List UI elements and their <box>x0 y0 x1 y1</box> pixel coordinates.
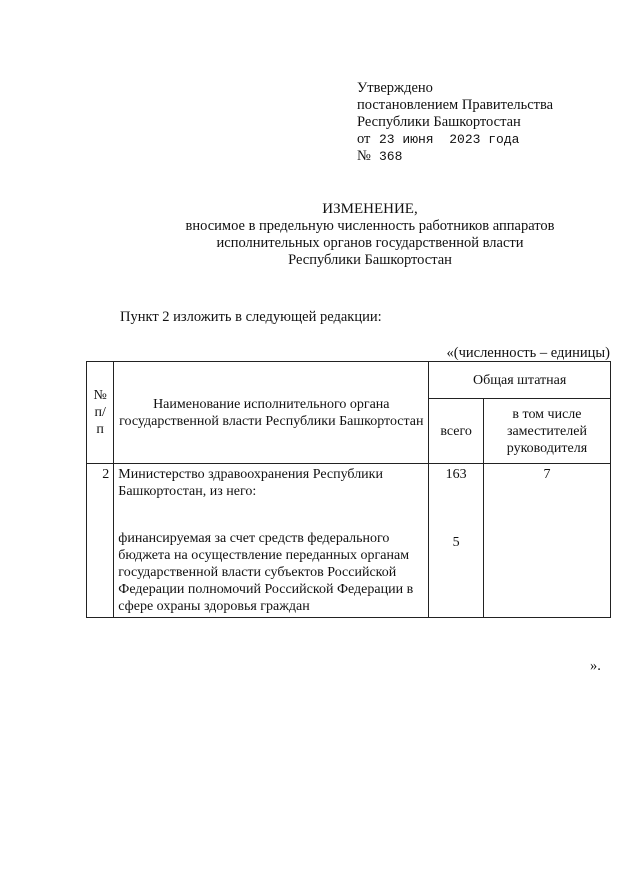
title-line-3: исполнительных органов государственной власти <box>216 235 524 251</box>
header-num: № п/п <box>87 362 114 464</box>
row-name <box>114 464 429 618</box>
date-value: 23 июня 2023 года <box>379 132 520 147</box>
approval-stamp <box>357 80 553 165</box>
approval-date <box>357 131 553 148</box>
row-name-main: Министерство здравоохранения Республики Башкортостан, из него: <box>118 467 383 499</box>
document-title <box>130 201 610 269</box>
table-row <box>87 464 611 618</box>
instruction-text: Пункт 2 изложить в следующей редакции: <box>120 309 382 325</box>
header-group: Общая штатная <box>429 362 611 399</box>
header-total: всего <box>429 399 484 464</box>
row-total-gap <box>433 483 479 534</box>
approval-line-3: Республики Башкортостан <box>357 114 521 130</box>
header-name: Наименование исполнительного органа государственной власти Республики Башкортостан <box>114 362 429 464</box>
approval-line-2: постановлением Правительства <box>357 97 554 113</box>
number-value: 368 <box>379 149 403 164</box>
row-num: 2 <box>87 464 114 618</box>
number-label: № <box>357 148 371 164</box>
approval-number <box>357 148 553 165</box>
row-name-sub: финансируемая за счет средств федерального бюджета на осуществление переданных органам государственной власти субъектов Российской Федерации полномочий Российской Федерации в сфере охраны здоровья граждан <box>118 531 414 614</box>
title-line-4: Республики Башкортостан <box>288 252 452 268</box>
approval-line-1: Утверждено <box>357 80 433 96</box>
header-deputies: в том числе заместителей руководителя <box>483 399 610 464</box>
title-line-2: вносимое в предельную численность работников аппаратов <box>185 218 555 234</box>
units-note: «(численность – единицы) <box>446 345 610 361</box>
row-total-sub: 5 <box>452 535 460 550</box>
staffing-table <box>86 361 611 618</box>
row-name-gap <box>118 500 424 530</box>
date-label: от <box>357 131 371 147</box>
title-heading: ИЗМЕНЕНИЕ, <box>322 201 418 217</box>
row-total <box>429 464 484 618</box>
row-deputies: 7 <box>483 464 610 618</box>
row-total-main: 163 <box>445 467 467 482</box>
closing-quote: ». <box>590 658 601 674</box>
table-header-row-1 <box>87 362 611 399</box>
